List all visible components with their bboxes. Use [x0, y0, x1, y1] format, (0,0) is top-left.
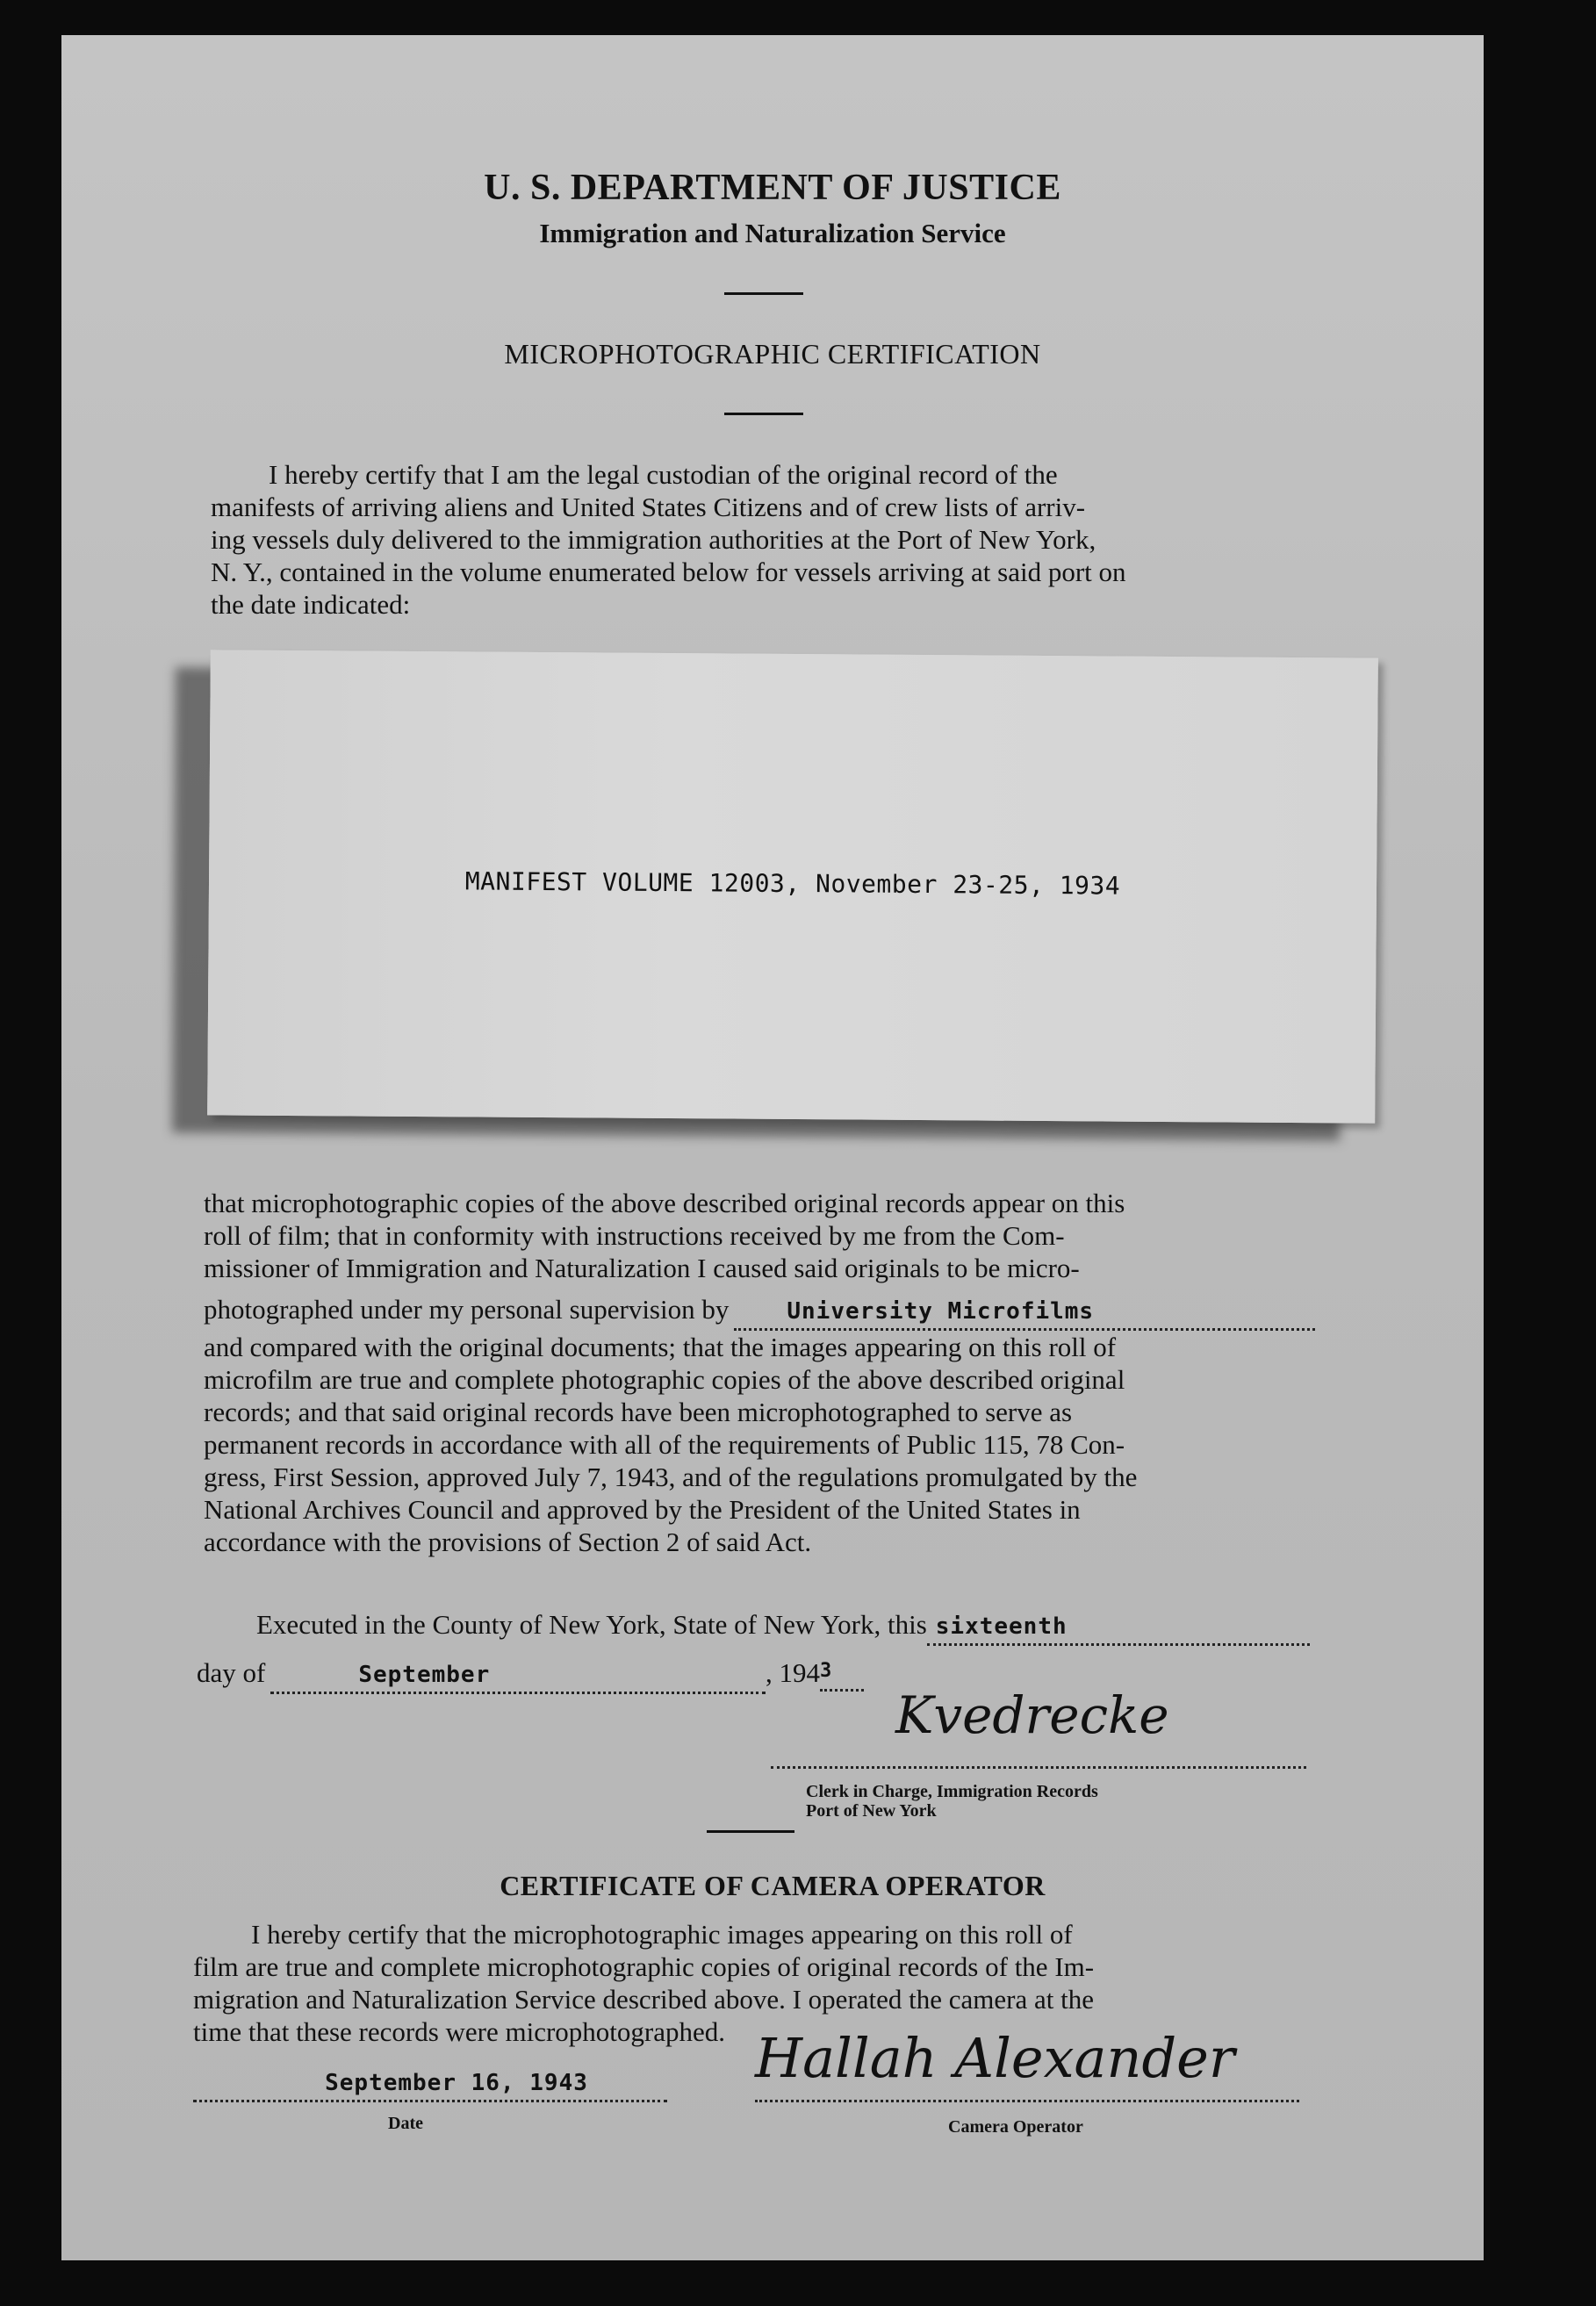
month-fill: September [358, 1662, 491, 1688]
body-line: gress, First Session, approved July 7, 1943, and of the regulations promulgated by the [204, 1462, 1138, 1492]
intro-line: manifests of arriving aliens and United States Citizens and of crew lists of arriv- [211, 492, 1086, 522]
year-prefix: , 194 [766, 1657, 820, 1688]
intro-line: ing vessels duly delivered to the immigration authorities at the Port of New York, [211, 524, 1096, 555]
operator-signature: Hallah Alexander [755, 2026, 1235, 2090]
divider [724, 413, 803, 415]
body-line: missioner of Immigration and Naturalization I caused said originals to be micro- [204, 1253, 1080, 1283]
intro-line: I hereby certify that I am the legal custodian of the original record of the [269, 459, 1058, 490]
camera-line: I hereby certify that the microphotographic images appearing on this roll of [251, 1919, 1073, 1950]
intro-line: N. Y., contained in the volume enumerated below for vessels arriving at said port on [211, 557, 1126, 587]
supervision-fill-line [734, 1293, 1315, 1331]
supervision-line [204, 1293, 1315, 1331]
certificate-date: September 16, 1943 [325, 2070, 588, 2096]
certificate-sheet [61, 35, 1484, 2260]
manifest-volume-text: MANIFEST VOLUME 12003, November 23-25, 1934 [464, 866, 1121, 901]
body-line: roll of film; that in conformity with instructions received by me from the Com- [204, 1220, 1065, 1251]
camera-certificate-title: CERTIFICATE OF CAMERA OPERATOR [500, 1870, 1046, 1901]
supervision-prefix: photographed under my personal supervision by [204, 1294, 730, 1325]
camera-line: migration and Naturalization Service described above. I operated the camera at the [193, 1984, 1094, 2015]
day-fill: sixteenth [935, 1613, 1068, 1640]
month-fill-line [270, 1656, 766, 1694]
manifest-slip [207, 650, 1378, 1123]
divider [724, 292, 803, 295]
date-label: Date [388, 2114, 423, 2133]
execution-prefix: Executed in the County of New York, State of New York, this [256, 1609, 927, 1640]
intro-line: the date indicated: [211, 589, 411, 620]
clerk-title-line: Clerk in Charge, Immigration Records [806, 1782, 1098, 1801]
body-line: records; and that said original records have been microphotographed to serve as [204, 1397, 1073, 1427]
department-heading: U. S. DEPARTMENT OF JUSTICE [484, 168, 1061, 208]
day-of-label: day of [197, 1657, 266, 1688]
day-fill-line [927, 1608, 1310, 1646]
execution-line [256, 1608, 1310, 1646]
body-line: permanent records in accordance with all of the requirements of Public 115, 78 Con- [204, 1429, 1125, 1460]
body-line: that microphotographic copies of the above described original records appear on this [204, 1188, 1125, 1218]
service-subheading: Immigration and Naturalization Service [539, 218, 1006, 248]
body-line: and compared with the original documents; that the images appearing on this roll of [204, 1332, 1117, 1362]
clerk-signature: Kvedrecke [895, 1685, 1169, 1745]
year-fill: 3 [820, 1660, 833, 1682]
date-fill-line [193, 2070, 667, 2102]
supervision-fill: University Microfilms [787, 1298, 1095, 1325]
date-line [197, 1655, 864, 1694]
divider [707, 1830, 794, 1833]
clerk-title [806, 1782, 1098, 1821]
intro-paragraph [211, 458, 1317, 621]
clerk-title-line: Port of New York [806, 1801, 937, 1821]
body-line: National Archives Council and approved by the President of the United States in [204, 1494, 1081, 1525]
camera-line: film are true and complete microphotographic copies of original records of the Im- [193, 1951, 1095, 1982]
body-line: microfilm are true and complete photographic copies of the above described original [204, 1364, 1125, 1395]
operator-label: Camera Operator [948, 2117, 1083, 2137]
body-line: accordance with the provisions of Section 2 of said Act. [204, 1527, 812, 1557]
camera-line: time that these records were microphotographed. [193, 2016, 725, 2047]
year-fill-line [820, 1655, 864, 1692]
body-paragraph [204, 1187, 1315, 1558]
certification-title: MICROPHOTOGRAPHIC CERTIFICATION [504, 338, 1041, 370]
